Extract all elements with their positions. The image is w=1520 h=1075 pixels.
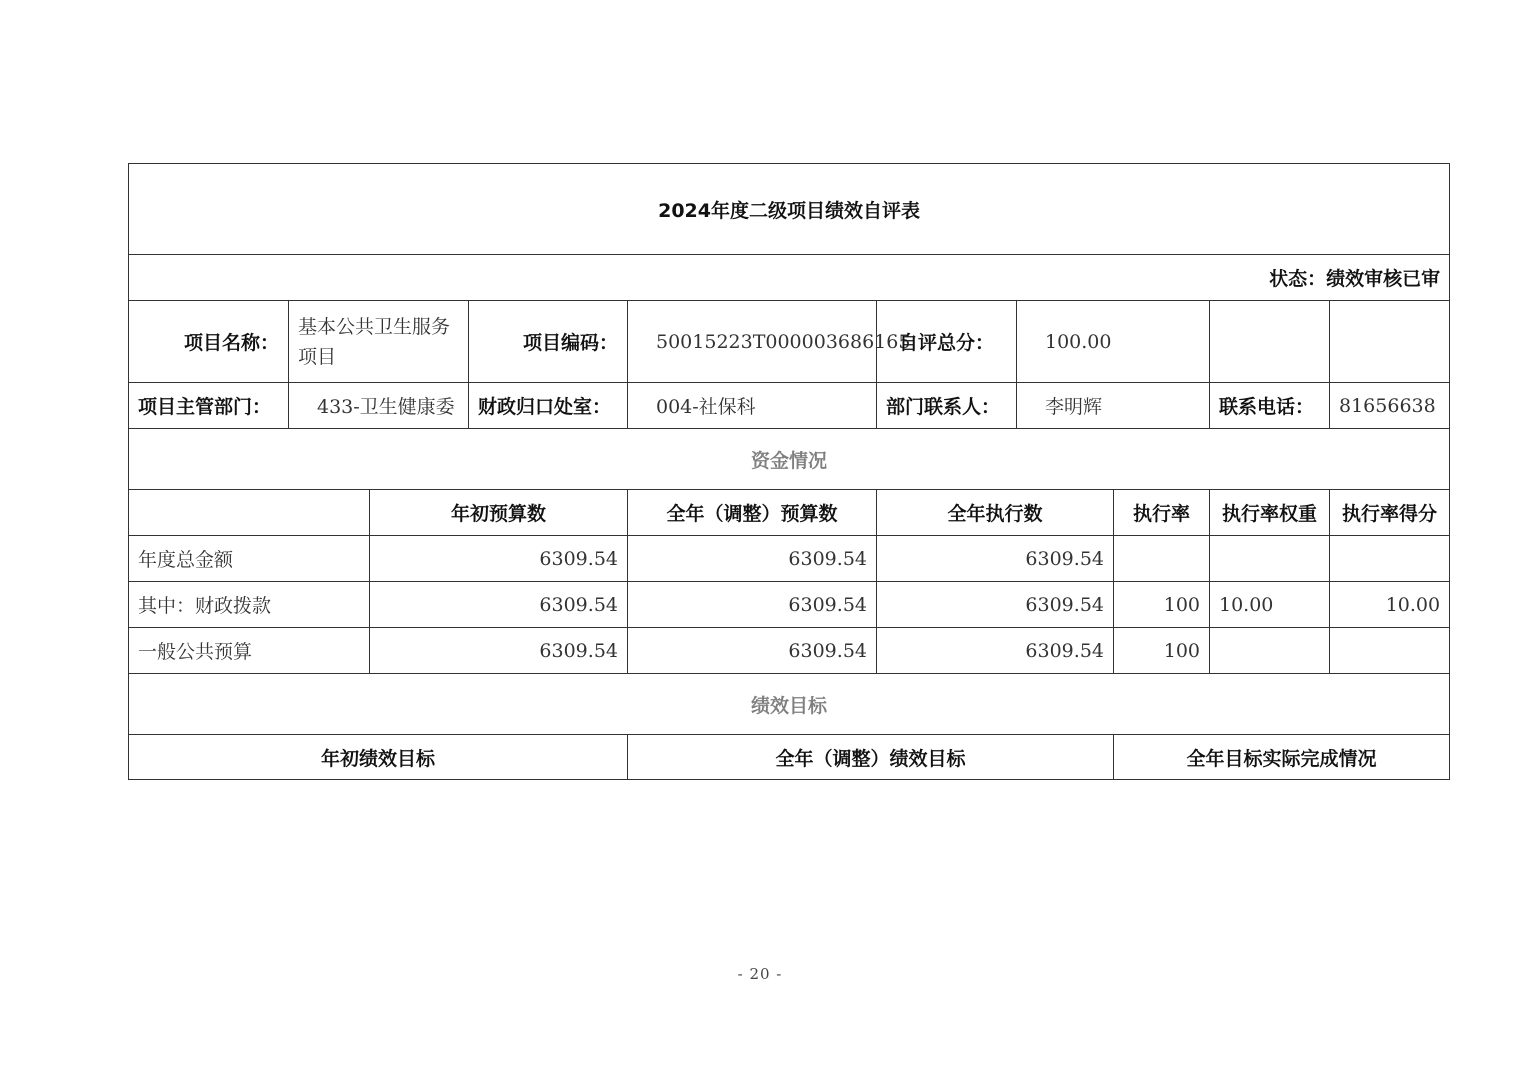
executed-cell: 6309.54 [877,582,1114,628]
table-row [129,536,1450,582]
initial-budget-cell: 6309.54 [370,628,628,674]
department-value: 433-卫生健康委 [289,383,469,429]
empty-cell [1330,301,1450,383]
row-label: 一般公共预算 [129,628,370,674]
table-row [129,628,1450,674]
weight-cell [1210,628,1330,674]
table-row [129,582,1450,628]
contact-label: 部门联系人： [877,383,1017,429]
department-label: 项目主管部门： [129,383,289,429]
rate-cell [1114,536,1210,582]
score-cell: 10.00 [1330,582,1450,628]
contact-value: 李明辉 [1017,383,1210,429]
adjusted-budget-cell: 6309.54 [628,536,877,582]
funds-header-blank [129,490,370,536]
header-goal-completion: 全年目标实际完成情况 [1114,735,1450,780]
goals-section-title: 绩效目标 [129,674,1450,735]
initial-budget-cell: 6309.54 [370,582,628,628]
score-cell [1330,628,1450,674]
page-number: - 20 - [737,965,783,983]
weight-cell: 10.00 [1210,582,1330,628]
header-executed: 全年执行数 [877,490,1114,536]
empty-cell [1210,301,1330,383]
status-label: 状态：绩效审核已审 [129,255,1450,301]
score-cell [1330,536,1450,582]
rate-cell: 100 [1114,628,1210,674]
project-code-value: 50015223T000003686165 [628,301,877,383]
adjusted-budget-cell: 6309.54 [628,582,877,628]
score-value: 100.00 [1017,301,1210,383]
finance-office-label: 财政归口处室： [469,383,628,429]
header-adjusted-goal: 全年（调整）绩效目标 [628,735,1114,780]
project-code-label: 项目编码： [469,301,628,383]
header-rate-score: 执行率得分 [1330,490,1450,536]
initial-budget-cell: 6309.54 [370,536,628,582]
weight-cell [1210,536,1330,582]
score-label: 自评总分： [877,301,1017,383]
adjusted-budget-cell: 6309.54 [628,628,877,674]
header-initial-budget: 年初预算数 [370,490,628,536]
executed-cell: 6309.54 [877,536,1114,582]
project-name-value: 基本公共卫生服务项目 [289,301,469,383]
rate-cell: 100 [1114,582,1210,628]
header-execution-rate: 执行率 [1114,490,1210,536]
header-rate-weight: 执行率权重 [1210,490,1330,536]
page-title: 2024年度二级项目绩效自评表 [129,164,1450,255]
phone-label: 联系电话： [1210,383,1330,429]
phone-value: 81656638 [1330,383,1450,429]
performance-self-evaluation-table [128,163,1450,780]
finance-office-value: 004-社保科 [628,383,877,429]
executed-cell: 6309.54 [877,628,1114,674]
project-name-label: 项目名称： [129,301,289,383]
header-adjusted-budget: 全年（调整）预算数 [628,490,877,536]
funds-section-title: 资金情况 [129,429,1450,490]
row-label: 其中：财政拨款 [129,582,370,628]
header-initial-goal: 年初绩效目标 [129,735,628,780]
row-label: 年度总金额 [129,536,370,582]
